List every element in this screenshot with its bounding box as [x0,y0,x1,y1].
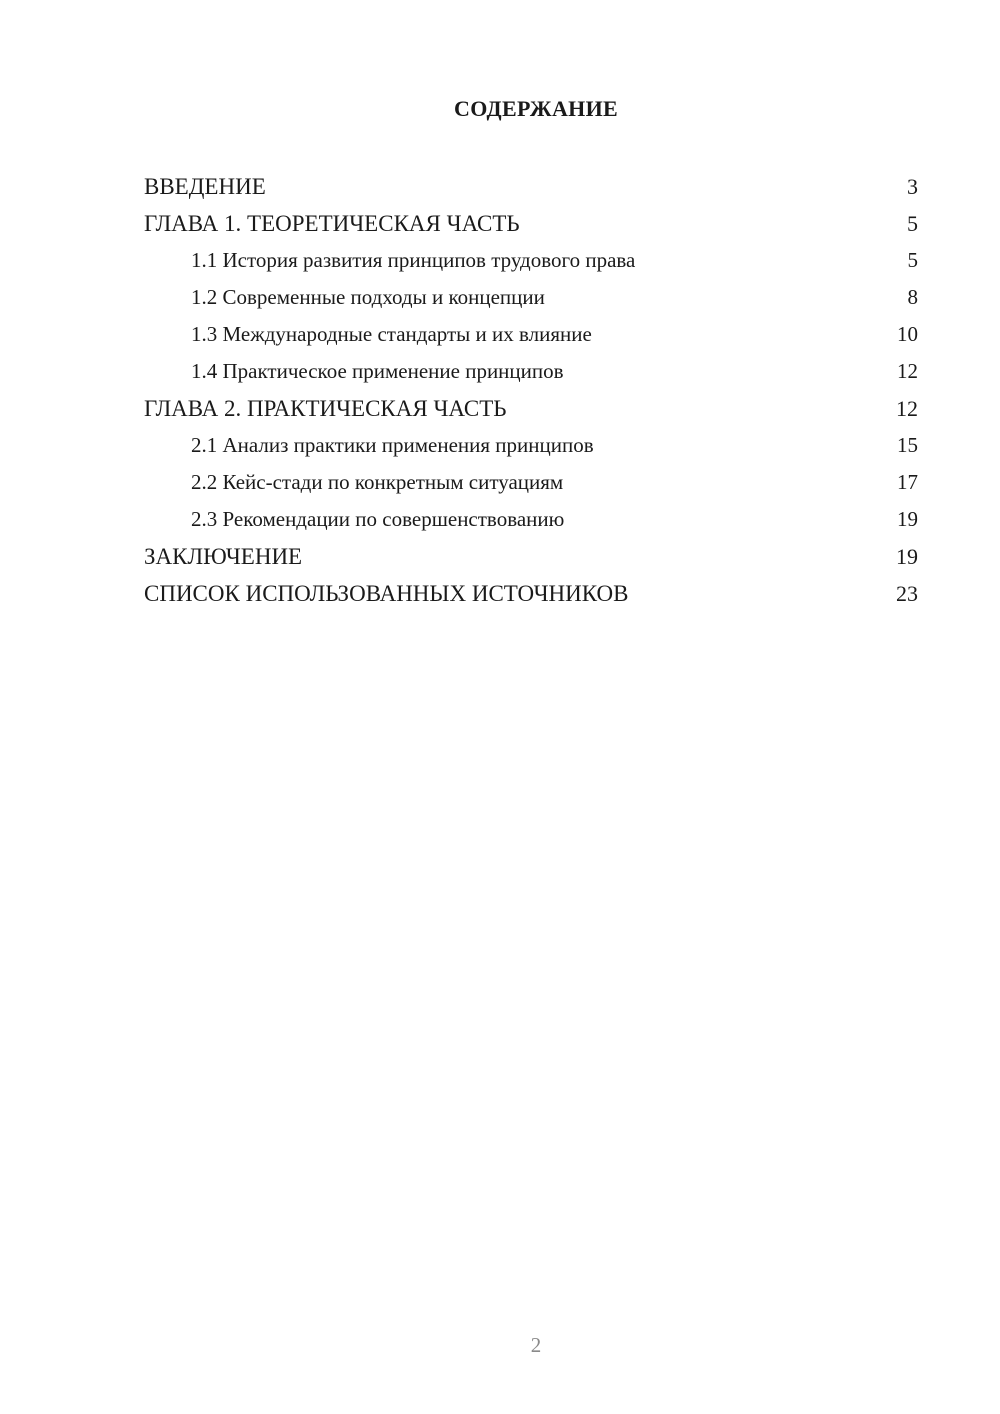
toc-entry-chapter-2[interactable] [144,390,918,427]
toc-entry-page: 3 [907,174,918,199]
toc-entry-label: ВВЕДЕНИЕ [144,174,266,199]
toc-entry-page: 19 [896,544,918,569]
toc-entry-label: ГЛАВА 2. ПРАКТИЧЕСКАЯ ЧАСТЬ [144,396,507,421]
toc-entry-page: 19 [897,507,918,531]
toc-entry-label: 1.1 История развития принципов трудового права [191,248,636,272]
toc-entry-page: 12 [897,359,918,383]
toc-entry-page: 5 [907,211,918,236]
toc-entry-page: 10 [897,322,918,346]
toc-entry-section-1-2[interactable] [144,279,918,316]
toc-entry-section-1-3[interactable] [144,316,918,353]
toc-entry-section-2-1[interactable] [144,427,918,464]
toc-entry-page: 23 [896,581,918,606]
toc-entry-label: 1.4 Практическое применение принципов [191,359,564,383]
table-of-contents [144,168,918,612]
toc-entry-page: 15 [897,433,918,457]
toc-entry-label: ГЛАВА 1. ТЕОРЕТИЧЕСКАЯ ЧАСТЬ [144,211,520,236]
page-title: СОДЕРЖАНИЕ [454,96,618,121]
toc-entry-introduction[interactable] [144,168,918,205]
toc-entry-label: 2.2 Кейс-стади по конкретным ситуациям [191,470,564,494]
toc-entry-conclusion[interactable] [144,538,918,575]
toc-entry-section-1-1[interactable] [144,242,918,279]
toc-entry-label: 1.3 Международные стандарты и их влияние [191,322,592,346]
toc-entry-label: 2.3 Рекомендации по совершенствованию [191,507,565,531]
toc-entry-references[interactable] [144,575,918,612]
toc-entry-chapter-1[interactable] [144,205,918,242]
toc-entry-section-2-3[interactable] [144,501,918,538]
toc-entry-page: 5 [907,248,918,272]
toc-entry-label: ЗАКЛЮЧЕНИЕ [144,544,303,569]
toc-entry-page: 8 [907,285,918,309]
toc-entry-page: 17 [897,470,918,494]
toc-entry-label: 2.1 Анализ практики применения принципов [191,433,594,457]
toc-entry-label: СПИСОК ИСПОЛЬЗОВАННЫХ ИСТОЧНИКОВ [144,581,629,606]
toc-entry-section-2-2[interactable] [144,464,918,501]
toc-entry-label: 1.2 Современные подходы и концепции [191,285,545,309]
toc-entry-section-1-4[interactable] [144,353,918,390]
page-number: 2 [530,1333,542,1357]
toc-entry-page: 12 [896,396,918,421]
